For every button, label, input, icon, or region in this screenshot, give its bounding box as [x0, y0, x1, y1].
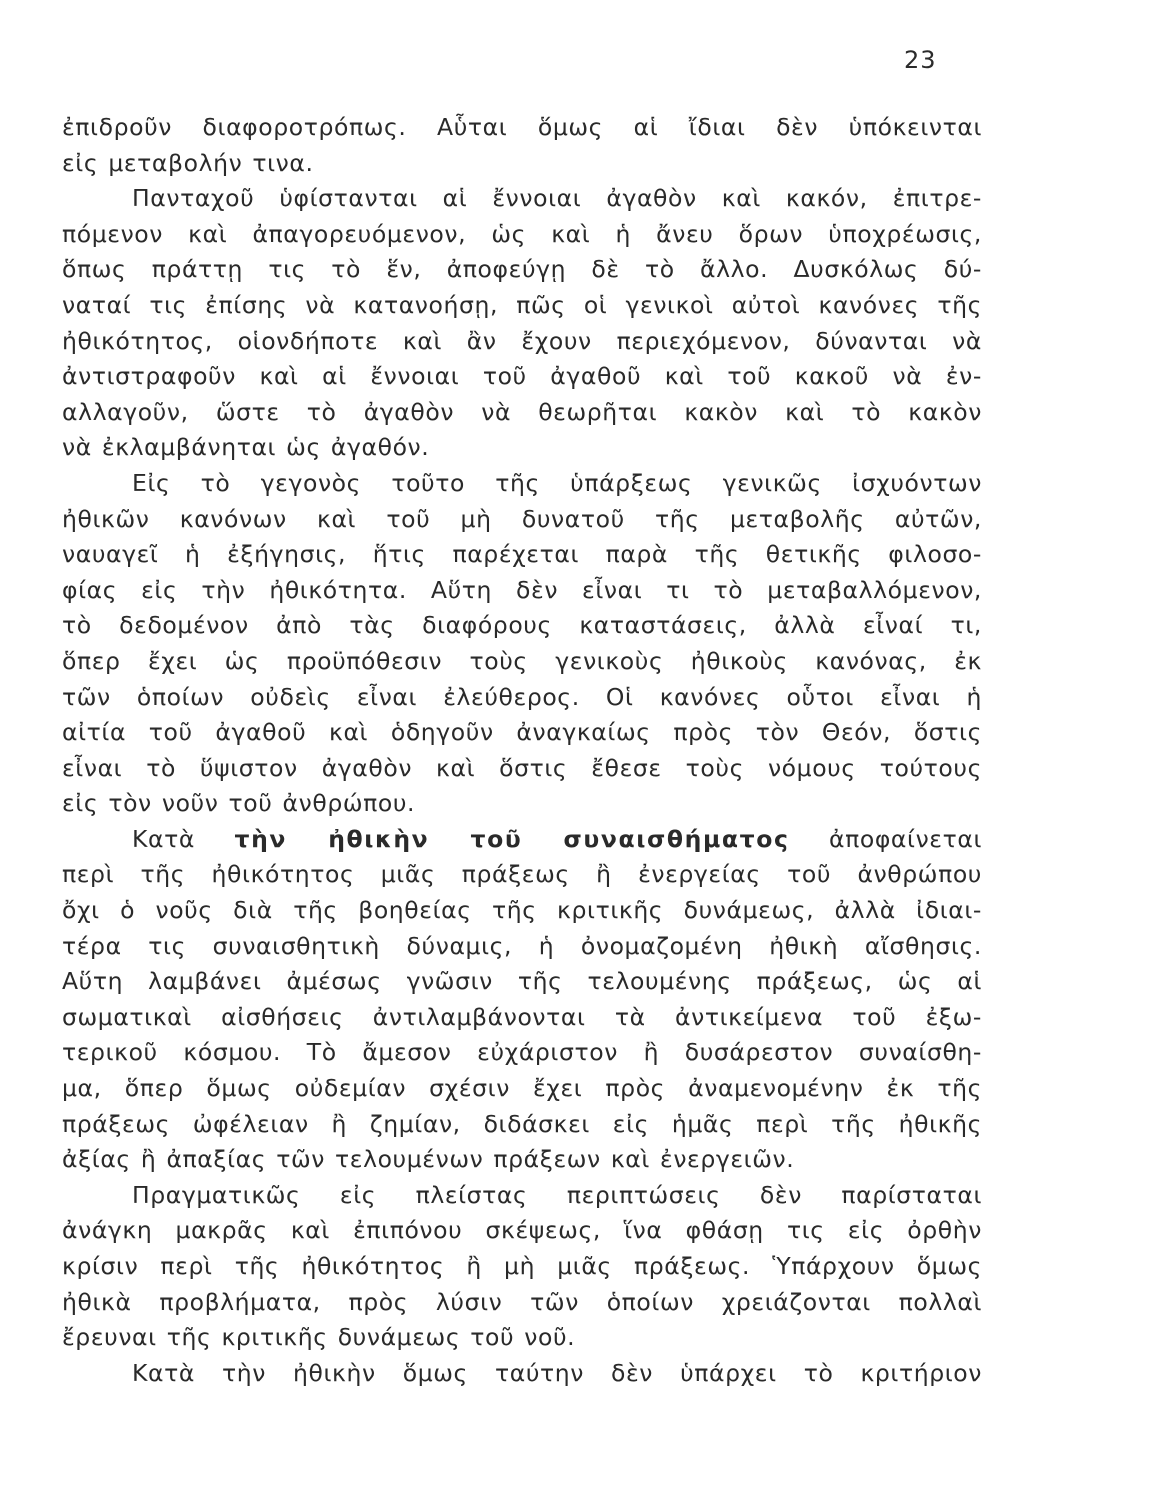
text-line: Πραγματικῶς εἰς πλείστας περιπτώσεις δὲν παρίσταται	[132, 1180, 982, 1209]
text-line: τῶν ὁποίων οὐδεὶς εἶναι ἐλεύθερος. Οἱ κανόνες οὗτοι εἶναι ἡ	[62, 682, 982, 711]
text-line: Εἰς τὸ γεγονὸς τοῦτο τῆς ὑπάρξεως γενικῶς ἰσχυόντων	[132, 468, 982, 497]
text-line: Πανταχοῦ ὑφίστανται αἱ ἔννοιαι ἀγαθὸν καὶ κακόν, ἐπιτρε-	[132, 184, 982, 213]
text-line: φίας εἰς τὴν ἠθικότητα. Αὕτη δὲν εἶναι τι τὸ μεταβαλλόμενον,	[62, 575, 982, 604]
text-line: ναυαγεῖ ἡ ἐξήγησις, ἥτις παρέχεται παρὰ τῆς θετικῆς φιλοσο-	[62, 540, 982, 569]
text-line: τερικοῦ κόσμου. Τὸ ἄμεσον εὐχάριστον ἢ δυσάρεστον συναίσθη-	[62, 1038, 982, 1067]
text-line: ἀνάγκη μακρᾶς καὶ ἐπιπόνου σκέψεως, ἵνα φθάσῃ τις εἰς ὀρθὴν	[62, 1216, 982, 1245]
page-number: 23	[904, 46, 937, 74]
text-line: ὄχι ὁ νοῦς διὰ τῆς βοηθείας τῆς κριτικῆς δυνάμεως, ἀλλὰ ἰδιαι-	[62, 896, 982, 925]
text-line: ἔρευναι τῆς κριτικῆς δυνάμεως τοῦ νοῦ.	[62, 1323, 576, 1352]
text-line: ἠθικῶν κανόνων καὶ τοῦ μὴ δυνατοῦ τῆς μεταβολῆς αὐτῶν,	[62, 504, 982, 533]
text-line: ἐπιδροῦν διαφοροτρόπως. Αὗται ὅμως αἱ ἴδιαι δὲν ὑπόκεινται	[62, 113, 982, 141]
text-line: τέρα τις συναισθητικὴ δύναμις, ἡ ὀνομαζομένη ἠθικὴ αἴσθησις.	[62, 931, 982, 960]
text-line: σωματικαὶ αἰσθήσεις ἀντιλαμβάνονται τὰ ἀντικείμενα τοῦ ἐξω-	[62, 1002, 982, 1031]
text-line: ἀντιστραφοῦν καὶ αἱ ἔννοιαι τοῦ ἀγαθοῦ καὶ τοῦ κακοῦ νὰ ἐν-	[62, 362, 982, 391]
body-text	[62, 110, 982, 1391]
emphasized-phrase: τὴν ἠθικὴν τοῦ συναισθήματος	[234, 824, 790, 853]
text-line: εἰς τὸν νοῦν τοῦ ἀνθρώπου.	[62, 789, 416, 818]
text-line: αλλαγοῦν, ὥστε τὸ ἀγαθὸν νὰ θεωρῆται κακὸν καὶ τὸ κακὸν	[62, 397, 982, 426]
text-line: εἰς μεταβολήν τινα.	[62, 148, 314, 177]
text-line: αἰτία τοῦ ἀγαθοῦ καὶ ὁδηγοῦν ἀναγκαίως πρὸς τὸν Θεόν, ὅστις	[62, 718, 982, 747]
text-line: Αὕτη λαμβάνει ἀμέσως γνῶσιν τῆς τελουμένης πράξεως, ὡς αἱ	[62, 967, 982, 996]
text-line: ἠθικὰ προβλήματα, πρὸς λύσιν τῶν ὁποίων χρειάζονται πολλαὶ	[62, 1287, 982, 1316]
text-line: ναταί τις ἐπίσης νὰ κατανοήσῃ, πῶς οἱ γενικοὶ αὐτοὶ κανόνες τῆς	[62, 290, 982, 319]
text-line: ὅπως πράττῃ τις τὸ ἕν, ἀποφεύγῃ δὲ τὸ ἄλλο. Δυσκόλως δύ-	[62, 255, 982, 284]
text-line: τὸ δεδομένον ἀπὸ τὰς διαφόρους καταστάσεις, ἀλλὰ εἶναί τι,	[62, 611, 982, 640]
text-line: εἶναι τὸ ὕψιστον ἀγαθὸν καὶ ὅστις ἔθεσε τοὺς νόμους τούτους	[62, 753, 982, 782]
text-line: πράξεως ὠφέλειαν ἢ ζημίαν, διδάσκει εἰς ἡμᾶς περὶ τῆς ἠθικῆς	[62, 1109, 982, 1138]
text-line: περὶ τῆς ἠθικότητος μιᾶς πράξεως ἢ ἐνεργείας τοῦ ἀνθρώπου	[62, 860, 982, 889]
text-line: νὰ ἐκλαμβάνηται ὡς ἀγαθόν.	[62, 433, 430, 462]
text-line-emphasis	[62, 822, 982, 858]
text-line: ἠθικότητος, οἱονδήποτε καὶ ἂν ἔχουν περιεχόμενον, δύνανται νὰ	[62, 326, 982, 355]
line-lead: Κατὰ	[132, 824, 195, 853]
line-rest: ἀποφαίνεται	[829, 824, 982, 853]
text-line: ἀξίας ἢ ἀπαξίας τῶν τελουμένων πράξεων καὶ ἐνεργειῶν.	[62, 1145, 795, 1174]
text-line: ὅπερ ἔχει ὡς προϋπόθεσιν τοὺς γενικοὺς ἠθικοὺς κανόνας, ἐκ	[62, 646, 982, 675]
text-line: Κατὰ τὴν ἠθικὴν ὅμως ταύτην δὲν ὑπάρχει τὸ κριτήριον	[132, 1358, 982, 1387]
text-line: πόμενον καὶ ἀπαγορευόμενον, ὡς καὶ ἡ ἄνευ ὅρων ὑποχρέωσις,	[62, 219, 982, 248]
text-line: κρίσιν περὶ τῆς ἠθικότητος ἢ μὴ μιᾶς πράξεως. Ὑπάρχουν ὅμως	[62, 1252, 982, 1280]
text-line: μα, ὅπερ ὅμως οὐδεμίαν σχέσιν ἔχει πρὸς ἀναμενομένην ἐκ τῆς	[62, 1074, 982, 1103]
